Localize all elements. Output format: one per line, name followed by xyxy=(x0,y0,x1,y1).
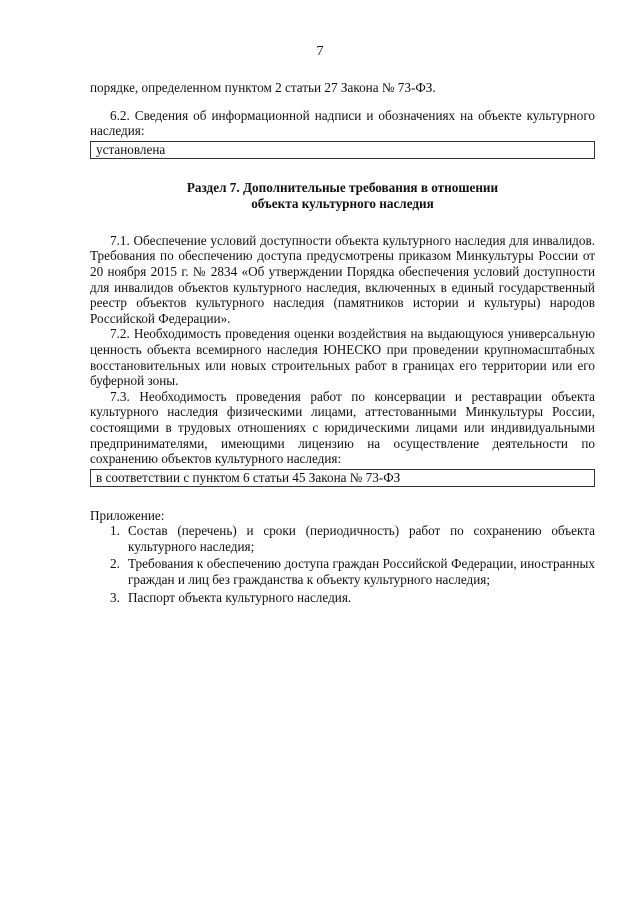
paragraph-7-1: 7.1. Обеспечение условий доступности объекта культурного наследия для инвалидов. Требования по обеспечению доступа предусмотрены приказом Минкультуры России от 20 ноября 2015 г. № 2834 «Об утверждении Порядка обеспечения условий доступности для инвалидов объектов культурного наследия, включенных в единый государственный реестр объектов культурного наследия (памятников истории и культуры) народов Российской Федерации». xyxy=(90,232,595,326)
page-number: 7 xyxy=(316,44,324,59)
appendix-item-number: 1. xyxy=(110,523,120,539)
appendix-item-text: Требования к обеспечению доступа граждан Российской Федерации, иностранных граждан и лиц без гражданства к объекту культурного наследия; xyxy=(128,556,595,588)
appendix-item-text: Паспорт объекта культурного наследия. xyxy=(128,589,352,605)
appendix-item-number: 2. xyxy=(110,556,120,572)
restoration-requirement-box: в соответствии с пунктом 6 статьи 45 Закона № 73-ФЗ xyxy=(90,469,595,487)
paragraph-7-3: 7.3. Необходимость проведения работ по консервации и реставрации объекта культурного наследия физическими лицами, аттестованными Минкультуры России, состоящими в трудовых отношениях с юридическими лицами или индивидуальными предпринимателями, имеющими лицензию на осуществление деятельности по сохранению объектов культурного наследия: xyxy=(90,388,595,467)
appendix-item-2 xyxy=(90,556,595,587)
paragraph-7-2: 7.2. Необходимость проведения оценки воздействия на выдающуюся универсальную ценность объекта всемирного наследия ЮНЕСКО при проведении крупномасштабных восстановительных или новых строительных работ в границах его территории или его буферной зоны. xyxy=(90,326,595,389)
section-7-heading-line2: объекта культурного наследия xyxy=(251,195,434,211)
appendix-item-number: 3. xyxy=(110,589,120,605)
info-inscription-box: установлена xyxy=(90,141,595,159)
appendix-item-1 xyxy=(90,523,595,554)
appendix-item-text: Состав (перечень) и сроки (периодичность) работ по сохранению объекта культурного наследия; xyxy=(128,523,595,554)
appendix-list xyxy=(90,523,595,605)
appendix-item-3 xyxy=(90,590,595,606)
page-content xyxy=(90,80,595,607)
paragraph-6-2: 6.2. Сведения об информационной надписи и обозначениях на объекте культурного наследия: xyxy=(90,107,595,139)
paragraph-intro: порядке, определенном пунктом 2 статьи 27 Закона № 73-ФЗ. xyxy=(90,80,436,95)
section-7-heading-line1: Раздел 7. Дополнительные требования в отношении xyxy=(186,179,499,195)
appendix-label: Приложение: xyxy=(90,507,165,523)
